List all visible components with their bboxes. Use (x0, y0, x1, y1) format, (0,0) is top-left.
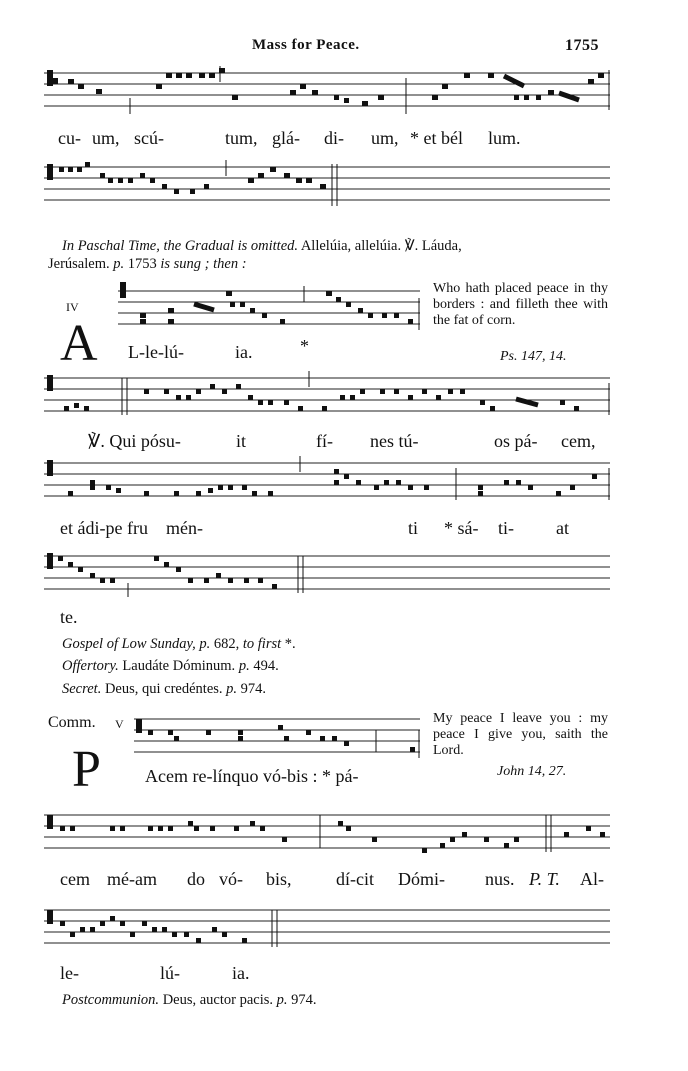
rubric-text: Deus, qui credéntes. (101, 681, 227, 697)
mode-label: IV (66, 300, 79, 314)
lyric: lum. (488, 128, 521, 148)
rubric-text: 974. (287, 992, 317, 1008)
page-title: Mass for Peace. (252, 37, 360, 53)
lyric: P. T. (529, 869, 560, 889)
lyric: Acem re-línquo vó-bis : * pá- (145, 766, 359, 786)
rubric-text: Laudáte Dóminum. (118, 658, 239, 674)
translation-communion: My peace I leave you : my peace I give you, saith the Lord. (433, 711, 608, 758)
lyric: et ádi-pe fru (60, 518, 148, 538)
lyric: do (187, 869, 205, 889)
lyric: cem (60, 869, 90, 889)
music-staff-3 (118, 288, 420, 336)
rubric-offertory-label: Offertory. (62, 658, 119, 674)
lyric: glá- (272, 128, 300, 148)
music-staff-1 (44, 70, 610, 120)
rubric-text: 494. (249, 658, 279, 674)
communion-label: Comm. (48, 714, 96, 731)
lyric: ti (408, 518, 419, 538)
lyric: lú- (160, 963, 180, 983)
lyric: le- (60, 963, 79, 983)
lyric: mén- (166, 518, 203, 538)
rubric-text: 974. (237, 681, 267, 697)
music-staff-4 (44, 375, 610, 423)
lyric: ti- (498, 518, 514, 538)
lyric: te. (60, 607, 78, 627)
lyric: dí-cit (336, 869, 374, 889)
music-staff-9 (44, 907, 610, 955)
rubric-paschal-text: Allelúia, allelúia. ℣. Láuda, (298, 238, 462, 254)
initial-letter: P (72, 741, 101, 798)
rubric-text: p. (238, 658, 250, 674)
mode-label: V (115, 717, 124, 731)
lyric: di- (324, 128, 344, 148)
lyric: at (556, 518, 569, 538)
lyric: L-le-lú- (128, 342, 184, 362)
lyric: vó- (219, 869, 243, 889)
rubric-text: Deus, auctor pacis. (159, 992, 277, 1008)
lyric: ℣. Qui pósu- (88, 431, 181, 451)
rubric-text: p. (226, 681, 238, 697)
lyric: ia. (232, 963, 250, 983)
star-mark: * (300, 336, 309, 356)
rubric-text: is sung ; then : (160, 256, 247, 272)
rubric-text: 682, (210, 636, 243, 652)
lyric: mé-am (107, 869, 157, 889)
lyric: cem, (561, 431, 596, 451)
translation-alleluia: Who hath placed peace in thy borders : and filleth thee with the fat of corn. (433, 281, 608, 328)
lyric: tum, (225, 128, 258, 148)
lyric: Al- (580, 869, 604, 889)
lyric: it (236, 431, 247, 451)
initial-letter: A (60, 315, 98, 372)
lyric: os pá- (494, 431, 538, 451)
lyric: * sá- (444, 518, 479, 538)
rubric-paschal-italic: In Paschal Time, the Gradual is omitted. (62, 238, 299, 254)
rubric-text: to first (242, 636, 282, 652)
lyric: bis, (266, 869, 292, 889)
rubric-text: p. (276, 992, 288, 1008)
scripture-reference: John 14, 27. (497, 764, 567, 779)
rubric-text: p. (113, 256, 125, 272)
rubric-text: p. (195, 636, 211, 652)
lyric: cu- (58, 128, 81, 148)
lyric: ia. (235, 342, 253, 362)
music-staff-7 (134, 716, 420, 764)
music-staff-8 (44, 812, 610, 860)
music-staff-5 (44, 460, 610, 508)
lyric: um, (371, 128, 399, 148)
lyric: nus. (485, 869, 515, 889)
lyric: fí- (316, 431, 333, 451)
rubric-gospel-label: Gospel of Low Sunday, (62, 636, 196, 652)
rubric-secret-label: Secret. (62, 681, 102, 697)
music-staff-2 (44, 164, 610, 212)
lyric: Dómi- (398, 869, 445, 889)
rubric-postcommunion-label: Postcommunion. (62, 992, 160, 1008)
music-staff-6 (44, 553, 610, 601)
rubric-text: Jerúsalem. (48, 256, 110, 272)
lyric: um, (92, 128, 120, 148)
rubric-text: *. (281, 636, 296, 652)
page-number: 1755 (565, 37, 599, 54)
lyric: nes tú- (370, 431, 419, 451)
rubric-text: 1753 (124, 256, 161, 272)
lyric: scú- (134, 128, 164, 148)
scripture-reference: Ps. 147, 14. (500, 349, 567, 364)
lyric: * et bél (410, 128, 463, 148)
